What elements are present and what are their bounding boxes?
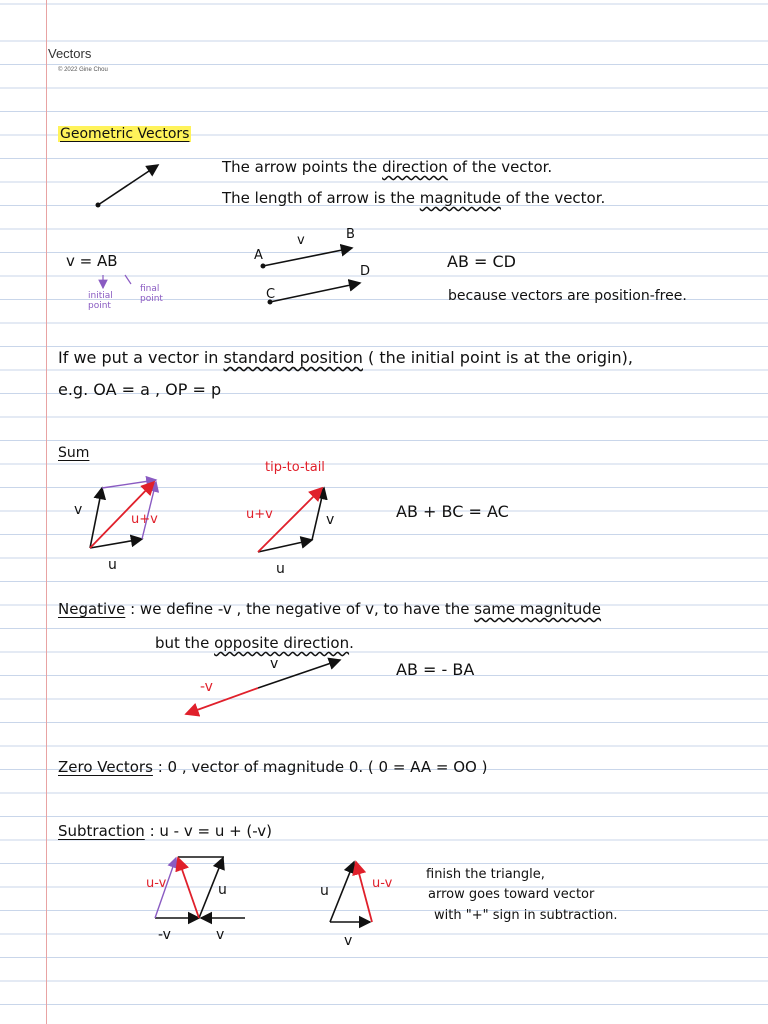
initial-point-label: initial point — [88, 291, 113, 311]
subtraction-triangle — [330, 862, 372, 922]
subtraction-label-v: v — [216, 927, 225, 943]
subtraction-label-u-minus-v: u-v — [146, 876, 167, 891]
negative-line-2: but the opposite direction. — [155, 634, 354, 652]
sum-label-u-plus-v-2: u+v — [246, 507, 273, 522]
subtraction-note-3: with "+" sign in subtraction. — [434, 908, 618, 923]
subtraction-label-u-2: u — [320, 883, 329, 899]
subtraction-label-neg-v: -v — [158, 927, 171, 943]
v-equals-ab: v = AB — [66, 252, 118, 270]
zero-vectors-line: Zero Vectors : 0 , vector of magnitude 0. ( 0 = AA = OO ) — [58, 758, 488, 776]
subtraction-label-u: u — [218, 882, 227, 898]
negative-label-v: v — [270, 656, 279, 672]
page-title: Vectors — [48, 46, 92, 61]
sum-label-v: v — [74, 502, 83, 518]
geometric-line-1: The arrow points the direction of the vector. — [222, 158, 553, 176]
initial-final-pointers — [103, 275, 131, 288]
ab-equals-cd: AB = CD — [447, 252, 516, 271]
subtraction-line: Subtraction : u - v = u + (-v) — [58, 822, 273, 840]
standard-position-line-2: e.g. OA = a , OP = p — [58, 380, 222, 399]
sum-label-v-2: v — [326, 512, 335, 528]
negative-line-1: Negative : we define -v , the negative of v, to have the same magnitude — [58, 600, 602, 618]
copyright-text: © 2022 Gine Chou — [58, 67, 108, 73]
section-heading-geometric: Geometric Vectors — [60, 126, 190, 142]
point-b-label: B — [346, 227, 355, 242]
negative-equation: AB = - BA — [396, 660, 475, 679]
tip-to-tail-label: tip-to-tail — [265, 460, 325, 475]
direction-arrow — [96, 165, 159, 208]
final-point-label: final point — [140, 284, 163, 304]
sum-label-u-2: u — [276, 561, 285, 577]
subtraction-label-v-2: v — [344, 933, 353, 949]
subtraction-label-u-minus-v-2: u-v — [372, 876, 393, 891]
sum-label-u-plus-v: u+v — [131, 512, 158, 527]
geometric-line-2: The length of arrow is the magnitude of the vector. — [222, 189, 606, 207]
sum-equation: AB + BC = AC — [396, 502, 509, 521]
subtraction-parallelogram — [155, 857, 245, 918]
arrow-v-label: v — [297, 233, 305, 248]
section-heading-sum: Sum — [58, 445, 90, 461]
point-a-label: A — [254, 248, 263, 263]
point-d-label: D — [360, 264, 371, 279]
standard-position-line-1: If we put a vector in standard position ( the initial point is at the origin), — [58, 348, 633, 367]
subtraction-note-2: arrow goes toward vector — [428, 887, 595, 902]
arrow-ab — [261, 248, 353, 269]
arrow-cd — [268, 283, 361, 305]
position-free-note: because vectors are position-free. — [448, 288, 687, 304]
sum-label-u: u — [108, 557, 117, 573]
subtraction-note-1: finish the triangle, — [426, 867, 545, 882]
point-c-label: C — [266, 287, 276, 302]
negative-label-neg-v: -v — [200, 679, 213, 695]
